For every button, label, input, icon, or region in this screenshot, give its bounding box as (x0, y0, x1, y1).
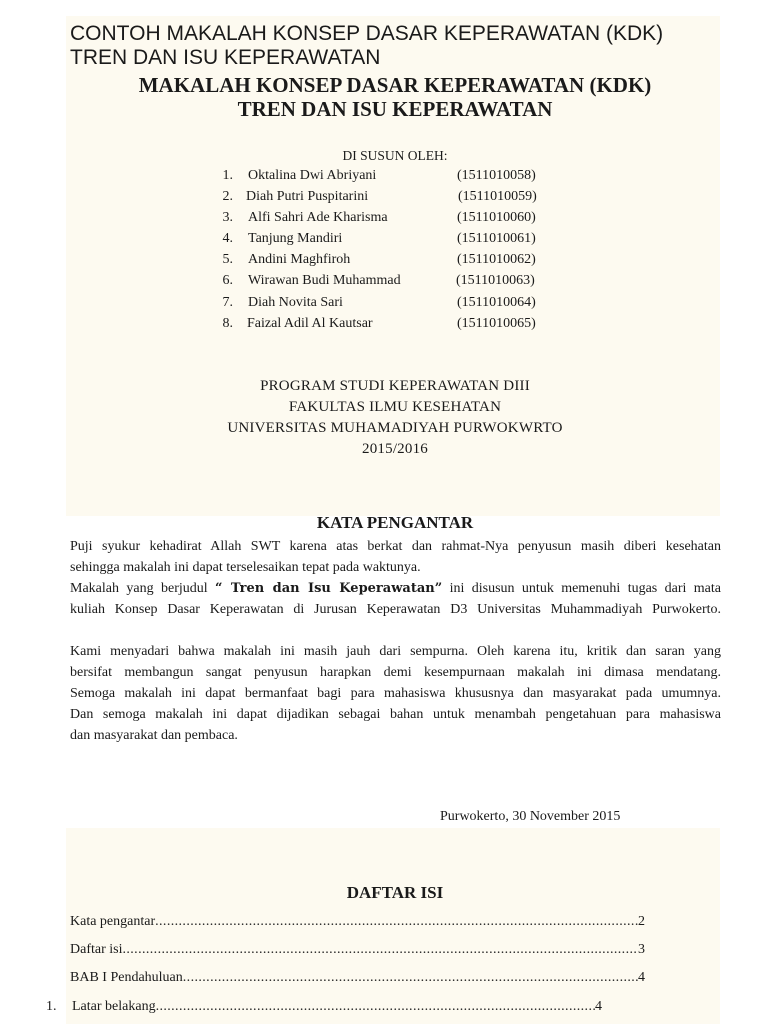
author-name: Diah Novita Sari (248, 295, 343, 310)
toc-leader-dots (156, 999, 595, 1015)
author-number: 6. (222, 273, 233, 288)
paragraph-line: Puji syukur kehadirat Allah SWT karena atas berkat dan rahmat-Nya penyusun masih diberi kesehatan (70, 539, 721, 554)
author-row (0, 210, 768, 230)
toc-page-number: 4 (638, 970, 645, 985)
main-heading-line-2: TREN DAN ISU KEPERAWATAN (237, 97, 553, 121)
author-name: Diah Putri Puspitarini (246, 189, 369, 204)
toc-leader-dots (183, 970, 638, 986)
author-row (0, 189, 768, 209)
author-row (0, 252, 768, 272)
kata-pengantar-title: KATA PENGANTAR (316, 513, 474, 532)
author-nim: (1511010060) (457, 210, 536, 225)
toc-entry[interactable] (70, 970, 645, 986)
paragraph-line: Kami menyadari bahwa makalah ini masih jauh dari sempurna. Oleh karena itu, kritik dan saran yang (70, 644, 721, 659)
toc-sub-number: 1. (46, 999, 57, 1014)
paragraph-line: sehingga makalah ini dapat terselesaikan tepat pada waktunya. (70, 560, 421, 575)
toc-sub-entry[interactable] (72, 999, 602, 1015)
author-nim: (1511010059) (458, 189, 537, 204)
author-row (0, 295, 768, 315)
toc-page-number: 4 (595, 999, 602, 1014)
title-prefix: Makalah yang berjudul (70, 581, 208, 596)
toc-label: Kata pengantar (70, 914, 156, 929)
preface-paragraph-2 (70, 641, 721, 746)
toc-entry[interactable] (70, 914, 645, 930)
place-and-date: Purwokerto, 30 November 2015 (440, 809, 621, 824)
author-nim: (1511010062) (457, 252, 536, 267)
toc-entry[interactable] (70, 942, 645, 958)
main-heading-line-1: MAKALAH KONSEP DASAR KEPERAWATAN (KDK) (138, 73, 652, 97)
author-name: Wirawan Budi Muhammad (248, 273, 401, 288)
author-row (0, 316, 768, 336)
author-name: Oktalina Dwi Abriyani (248, 168, 377, 183)
author-row (0, 231, 768, 251)
title-suffix: ini disusun untuk memenuhi tugas dari mata (449, 581, 721, 596)
daftar-isi-title: DAFTAR ISI (346, 883, 444, 902)
author-nim: (1511010064) (457, 295, 536, 310)
author-nim: (1511010063) (456, 273, 535, 288)
author-number: 4. (222, 231, 233, 246)
author-nim: (1511010065) (457, 316, 536, 331)
academic-year: 2015/2016 (362, 441, 428, 457)
paragraph-line: Dan semoga makalah ini dapat dijadikan sebagai bahan untuk menambah pengetahuan para mahasiswa (70, 707, 721, 722)
toc-leader-dots (122, 942, 638, 958)
author-nim: (1511010058) (457, 168, 536, 183)
author-number: 1. (222, 168, 233, 183)
author-number: 3. (222, 210, 233, 225)
author-name: Tanjung Mandiri (248, 231, 343, 246)
toc-label: BAB I Pendahuluan (70, 970, 183, 985)
compiled-by-label: DI SUSUN OLEH: (342, 148, 448, 163)
author-number: 5. (222, 252, 233, 267)
program-name: PROGRAM STUDI KEPERAWATAN DIII (260, 378, 530, 394)
faculty-name: FAKULTAS ILMU KESEHATAN (288, 399, 502, 415)
makalah-title-quote: “ Tren dan Isu Keperawatan” (215, 581, 443, 596)
toc-page-number: 3 (638, 942, 645, 957)
document-title: CONTOH MAKALAH KONSEP DASAR KEPERAWATAN (KDK) TREN DAN ISU KEPERAWATAN (70, 22, 664, 69)
author-name: Alfi Sahri Ade Kharisma (248, 210, 388, 225)
author-number: 8. (222, 316, 233, 331)
author-name: Andini Maghfiroh (248, 252, 351, 267)
author-number: 2. (222, 189, 233, 204)
university-name: UNIVERSITAS MUHAMADIYAH PURWOKWRTO (227, 420, 563, 436)
toc-page-number: 2 (638, 914, 645, 929)
author-row (0, 168, 768, 188)
preface-paragraph-1 (70, 536, 721, 620)
author-nim: (1511010061) (457, 231, 536, 246)
author-row (0, 273, 768, 293)
paragraph-line: Semoga makalah ini dapat bermanfaat bagi para mahasiswa khususnya dan masyarakat pada umumnya. (70, 686, 721, 701)
toc-leader-dots (155, 914, 638, 930)
paragraph-line: kuliah Konsep Dasar Keperawatan di Jurusan Keperawatan D3 Universitas Muhammadiyah Purwokerto. (70, 602, 721, 617)
author-number: 7. (222, 295, 233, 310)
author-name: Faizal Adil Al Kautsar (247, 316, 373, 331)
toc-label: Latar belakang (72, 999, 156, 1014)
paragraph-line: bersifat membangun sangat penyusun harapkan demi kesempurnaan makalah ini dimasa mendatang. (70, 665, 721, 680)
paragraph-line (70, 578, 721, 599)
toc-label: Daftar isi (70, 942, 123, 957)
paragraph-line: dan masyarakat dan pembaca. (70, 728, 238, 743)
